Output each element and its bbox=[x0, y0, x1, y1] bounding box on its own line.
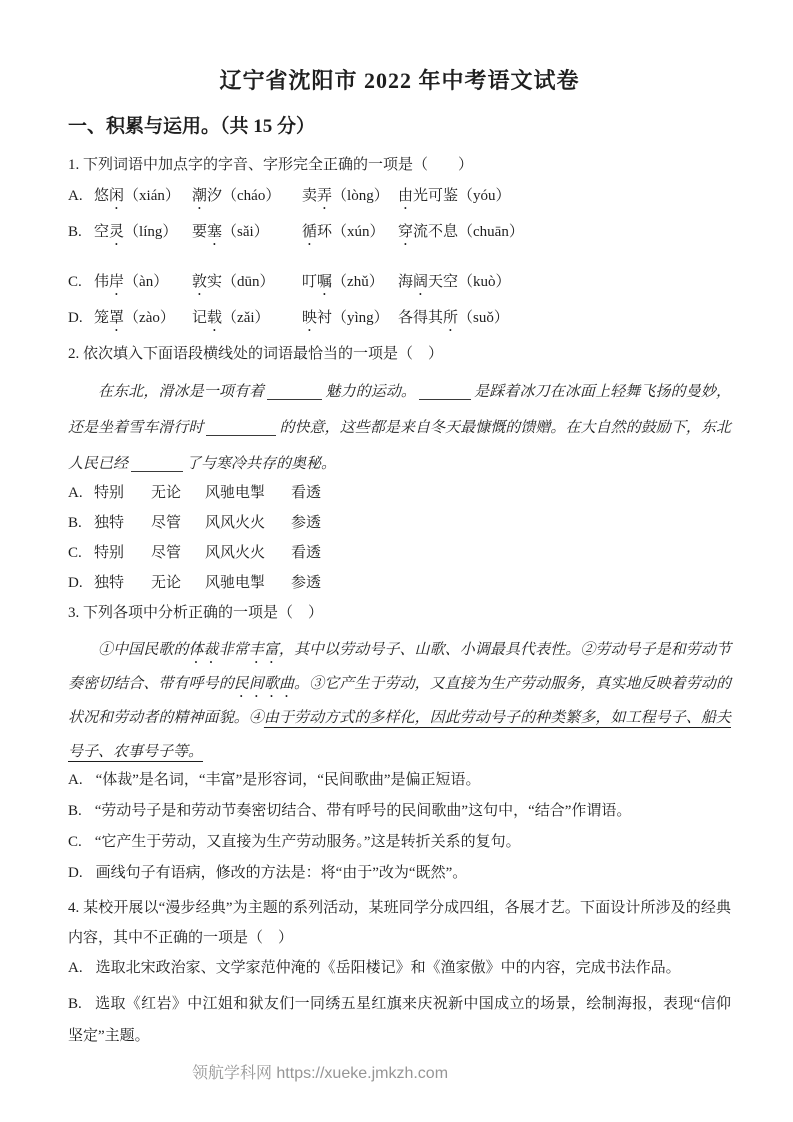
section-1-heading: 一、积累与运用。（共 15 分） bbox=[68, 116, 316, 137]
text-segment: （lòng） bbox=[332, 188, 389, 204]
q2-option-d bbox=[68, 572, 731, 594]
text-segment: 实（dūn） bbox=[207, 274, 275, 290]
q3-option-b bbox=[68, 800, 731, 822]
q3-passage bbox=[68, 633, 731, 769]
text-segment: （àn） bbox=[124, 274, 169, 290]
option-text: “劳动号子是和劳动节奏密切结合、带有呼号的民间歌曲”这句中，“结合”作谓语。 bbox=[94, 803, 632, 819]
text-segment: 各得其 bbox=[398, 310, 444, 326]
option-word: 风风火火 bbox=[205, 515, 266, 531]
emphasized-text: 丰富 bbox=[248, 642, 279, 658]
emphasized-text: 闲 bbox=[109, 188, 125, 204]
option-label: A. bbox=[68, 960, 83, 976]
text-segment: （sǎi） bbox=[222, 224, 269, 240]
text-segment: 海 bbox=[398, 274, 414, 290]
text-segment: （zào） bbox=[124, 310, 175, 326]
emphasized-text: 潮 bbox=[192, 188, 208, 204]
option-word: 风驰电掣 bbox=[205, 575, 266, 591]
q2-stem: 2. 依次填入下面语段横线处的词语最恰当的一项是（ ） bbox=[68, 346, 444, 362]
q1-stem: 1. 下列词语中加点字的字音、字形完全正确的一项是（ ） bbox=[68, 157, 474, 173]
option-word: 无论 bbox=[151, 575, 182, 591]
option-word: 尽管 bbox=[151, 515, 182, 531]
q4-option-a bbox=[68, 957, 731, 979]
option-text: 选取《红岩》中江姐和狱友们一同绣五星红旗来庆祝新中国成立的场景，绘制海报，表现“信仰坚定”主题。 bbox=[68, 996, 731, 1044]
option-label: A. bbox=[68, 188, 83, 204]
word-with-pinyin bbox=[94, 307, 192, 335]
text-segment: （suǒ） bbox=[458, 310, 509, 326]
text-segment: 流不息（chuān） bbox=[413, 224, 524, 240]
option-word: 风驰电掣 bbox=[205, 485, 266, 501]
word-with-pinyin bbox=[302, 221, 398, 249]
word-with-pinyin bbox=[94, 271, 192, 299]
option-label: A. bbox=[68, 485, 83, 501]
q4-stem: 4. 某校开展以“漫步经典”为主题的系列活动，某班同学分成四组，各展才艺。下面设计所涉及的经典内容，其中不正确的一项是（ ） bbox=[68, 900, 731, 946]
option-text: 画线句子有语病，修改的方法是：将“由于”改为“既然”。 bbox=[95, 865, 468, 881]
option-label: B. bbox=[68, 224, 82, 240]
emphasized-text: 循 bbox=[302, 224, 318, 240]
option-label: C. bbox=[68, 545, 82, 561]
q3-stem: 3. 下列各项中分析正确的一项是（ ） bbox=[68, 605, 324, 621]
text-segment: 卖 bbox=[302, 188, 318, 204]
option-word: 看透 bbox=[291, 485, 322, 501]
text-segment: （líng） bbox=[124, 224, 178, 240]
emphasized-text: 阔 bbox=[413, 274, 429, 290]
q2-passage bbox=[68, 374, 731, 482]
q2-option-b bbox=[68, 512, 731, 534]
word-with-pinyin bbox=[94, 221, 192, 249]
word-with-pinyin bbox=[94, 185, 192, 213]
emphasized-text: 民间歌曲 bbox=[233, 676, 295, 692]
option-word: 无论 bbox=[151, 485, 182, 501]
text-segment: 光可鉴（yóu） bbox=[413, 188, 511, 204]
option-word: 特别 bbox=[94, 485, 125, 501]
blank-underline bbox=[267, 386, 322, 400]
option-label: B. bbox=[68, 996, 82, 1012]
option-word: 参透 bbox=[291, 515, 322, 531]
option-label: C. bbox=[68, 274, 82, 290]
word-with-pinyin bbox=[192, 221, 302, 249]
text-segment: 非常 bbox=[218, 642, 249, 658]
text-segment: 魅力的运动。 bbox=[325, 384, 417, 400]
option-word: 独特 bbox=[94, 575, 125, 591]
option-text: “体裁”是名词，“丰富”是形容词，“民间歌曲”是偏正短语。 bbox=[95, 772, 481, 788]
text-segment: 记 bbox=[192, 310, 208, 326]
option-text: “它产生于劳动，又直接为生产劳动服务。”这是转折关系的复句。 bbox=[94, 834, 521, 850]
emphasized-text: 由 bbox=[398, 188, 414, 204]
q1-option-c bbox=[68, 271, 731, 299]
text-segment: （zhǔ） bbox=[332, 274, 384, 290]
text-segment: 笼 bbox=[94, 310, 110, 326]
q1-option-a bbox=[68, 185, 731, 213]
q2-option-a bbox=[68, 482, 731, 504]
option-word: 独特 bbox=[94, 515, 125, 531]
text-segment: 伟 bbox=[94, 274, 110, 290]
text-segment: （xián） bbox=[124, 188, 180, 204]
text-segment: 要 bbox=[192, 224, 208, 240]
q1-option-d bbox=[68, 307, 731, 335]
text-segment: 悠 bbox=[94, 188, 110, 204]
word-with-pinyin bbox=[398, 271, 731, 299]
word-with-pinyin bbox=[398, 221, 731, 249]
q3-option-d bbox=[68, 862, 731, 884]
blank-underline bbox=[131, 458, 183, 472]
q1-option-b bbox=[68, 221, 731, 249]
option-label: C. bbox=[68, 834, 82, 850]
underlined-text: 由于劳动方式的多样化，因此劳动号子的种类繁多，如工程号子、船夫号子、农事号子等。 bbox=[68, 710, 731, 760]
text-segment: 了与寒冷共存的奥秘。 bbox=[186, 456, 337, 472]
text-segment: 是踩着冰刀在冰面上轻舞飞扬的曼妙，还是坐着雪车滑行时 bbox=[68, 384, 731, 436]
option-text: 选取北宋政治家、文学家范仲淹的《岳阳楼记》和《渔家傲》中的内容，完成书法作品。 bbox=[95, 960, 681, 976]
text-segment: ，其中以劳动号子、山歌、小调最具代表性。②劳动号子是和劳动节奏密切结合、带有呼号的 bbox=[68, 642, 731, 692]
text-segment: 叮 bbox=[302, 274, 318, 290]
word-with-pinyin bbox=[302, 307, 398, 335]
text-segment: 环（xún） bbox=[317, 224, 385, 240]
option-word: 特别 bbox=[94, 545, 125, 561]
option-word: 尽管 bbox=[151, 545, 182, 561]
text-segment: （zǎi） bbox=[222, 310, 270, 326]
emphasized-text: 灵 bbox=[109, 224, 125, 240]
text-segment: ①中国民歌的 bbox=[98, 642, 189, 658]
text-segment: 汐（cháo） bbox=[207, 188, 281, 204]
option-label: B. bbox=[68, 803, 82, 819]
emphasized-text: 映 bbox=[302, 310, 318, 326]
word-with-pinyin bbox=[302, 271, 398, 299]
word-with-pinyin bbox=[192, 185, 302, 213]
emphasized-text: 塞 bbox=[207, 224, 223, 240]
q4-option-b bbox=[68, 988, 731, 1052]
option-label: A. bbox=[68, 772, 83, 788]
text-segment: 在东北，滑冰是一项有着 bbox=[98, 384, 265, 400]
option-word: 风风火火 bbox=[205, 545, 266, 561]
q3-option-a bbox=[68, 769, 731, 791]
q3-option-c bbox=[68, 831, 731, 853]
word-with-pinyin bbox=[398, 307, 731, 335]
blank-underline bbox=[206, 422, 276, 436]
text-segment: 。③它产生于劳动，又直接为生产劳动服务，真实地反映着劳动的状况和劳动者的精神面貌。④ bbox=[68, 676, 731, 726]
option-label: B. bbox=[68, 515, 82, 531]
emphasized-text: 体裁 bbox=[188, 642, 219, 658]
text-segment: 天空（kuò） bbox=[428, 274, 511, 290]
word-with-pinyin bbox=[192, 307, 302, 335]
emphasized-text: 弄 bbox=[317, 188, 333, 204]
emphasized-text: 岸 bbox=[109, 274, 125, 290]
emphasized-text: 穿 bbox=[398, 224, 414, 240]
q2-option-c bbox=[68, 542, 731, 564]
option-word: 看透 bbox=[291, 545, 322, 561]
text-segment: 衬（yìng） bbox=[317, 310, 389, 326]
word-with-pinyin bbox=[398, 185, 731, 213]
emphasized-text: 罩 bbox=[109, 310, 125, 326]
page-title: 辽宁省沈阳市 2022 年中考语文试卷 bbox=[219, 68, 580, 93]
watermark-footer: 领航学科网 https://xueke.jmkzh.com bbox=[191, 1065, 449, 1082]
word-with-pinyin bbox=[302, 185, 398, 213]
emphasized-text: 载 bbox=[207, 310, 223, 326]
text-segment: 的快意，这些都是来自冬天最慷慨的馈赠。在大自然的鼓励下，东北人民已经 bbox=[68, 420, 731, 472]
emphasized-text: 嘱 bbox=[317, 274, 333, 290]
text-segment: 空 bbox=[94, 224, 110, 240]
option-label: D. bbox=[68, 575, 83, 591]
option-label: D. bbox=[68, 865, 83, 881]
option-label: D. bbox=[68, 310, 83, 326]
option-word: 参透 bbox=[291, 575, 322, 591]
emphasized-text: 所 bbox=[443, 310, 459, 326]
blank-underline bbox=[419, 386, 471, 400]
emphasized-text: 敦 bbox=[192, 274, 208, 290]
word-with-pinyin bbox=[192, 271, 302, 299]
